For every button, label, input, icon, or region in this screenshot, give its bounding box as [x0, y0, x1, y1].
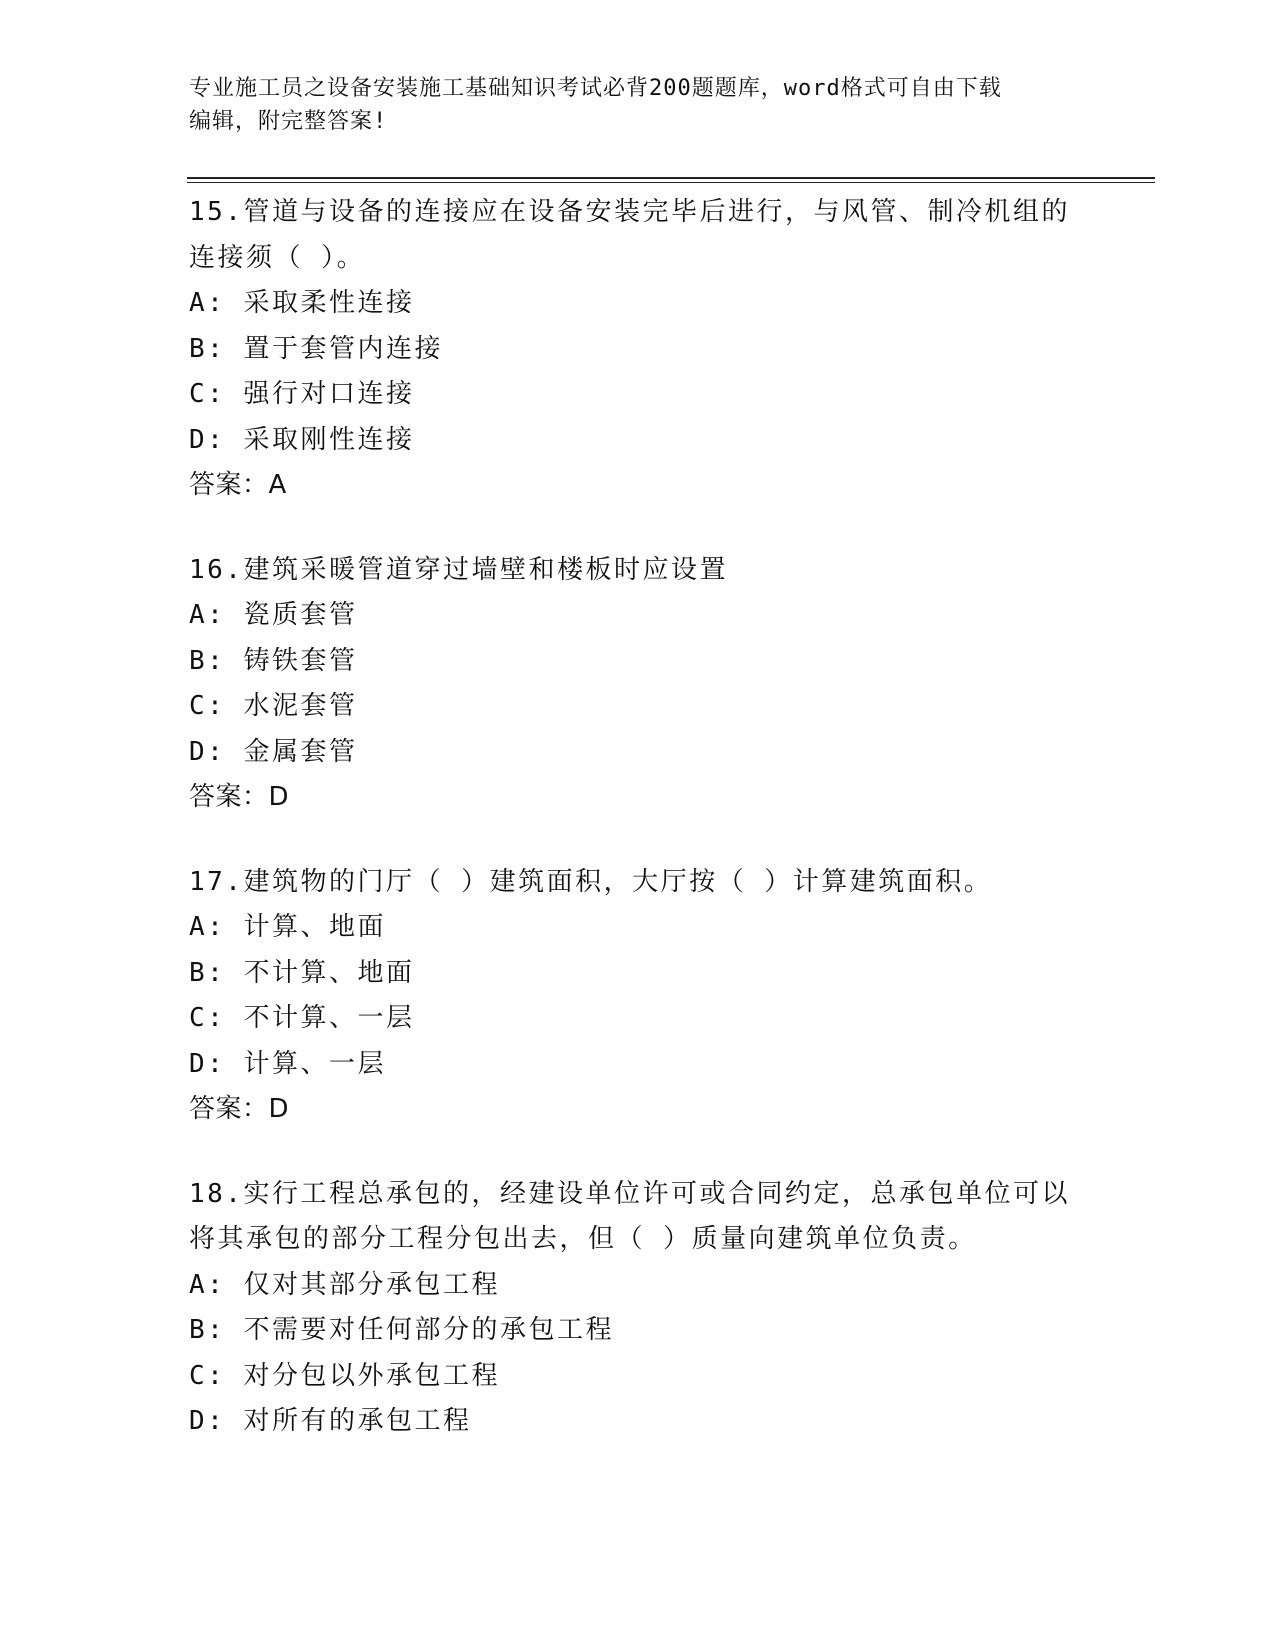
option-a: A: 瓷质套管 — [189, 600, 358, 630]
option-d: D: 计算、一层 — [189, 1048, 386, 1079]
option-c: C: 强行对口连接 — [189, 379, 415, 409]
header-title-line1: 专业施工员之设备安装施工基础知识考试必背200题题库，word格式可自由下载 — [189, 76, 1002, 101]
option-c: C: 对分包以外承包工程 — [189, 1360, 500, 1391]
question-16 — [189, 548, 1089, 821]
option-a: A: 仅对其部分承包工程 — [189, 1269, 500, 1300]
option-b: B: 置于套管内连接 — [189, 333, 443, 364]
option-c: C: 不计算、一层 — [189, 1003, 415, 1033]
option-d: D: 采取刚性连接 — [189, 424, 415, 455]
option-a: A: 计算、地面 — [189, 912, 386, 942]
header-title-line2: 编辑，附完整答案! — [189, 109, 388, 134]
question-stem: 17.建筑物的门厅（ ）建筑面积，大厅按（ ）计算建筑面积。 — [189, 866, 993, 897]
option-c: C: 水泥套管 — [189, 691, 358, 721]
option-b: B: 不计算、地面 — [189, 957, 415, 988]
question-stem-continued: 将其承包的部分工程分包出去，但（ ）质量向建筑单位负责。 — [189, 1224, 977, 1254]
question-stem: 15.管道与设备的连接应在设备安装完毕后进行，与风管、制冷机组的 — [189, 197, 1070, 227]
option-b: B: 不需要对任何部分的承包工程 — [189, 1315, 614, 1345]
option-d: D: 对所有的承包工程 — [189, 1406, 472, 1436]
answer: 答案：A — [189, 470, 287, 500]
question-18 — [189, 1172, 1089, 1445]
question-17 — [189, 860, 1089, 1133]
document-header — [189, 72, 1089, 138]
option-a: A: 采取柔性连接 — [189, 288, 415, 318]
question-stem-continued: 连接须（ ）。 — [189, 242, 366, 273]
question-stem: 16.建筑采暖管道穿过墙壁和楼板时应设置 — [189, 554, 728, 585]
answer: 答案：D — [189, 782, 290, 812]
answer: 答案：D — [189, 1094, 290, 1124]
header-divider — [187, 177, 1155, 183]
question-list — [189, 190, 1089, 1484]
question-stem: 18.实行工程总承包的，经建设单位许可或合同约定，总承包单位可以 — [189, 1178, 1070, 1209]
question-15 — [189, 190, 1089, 509]
option-b: B: 铸铁套管 — [189, 645, 358, 676]
option-d: D: 金属套管 — [189, 736, 358, 767]
